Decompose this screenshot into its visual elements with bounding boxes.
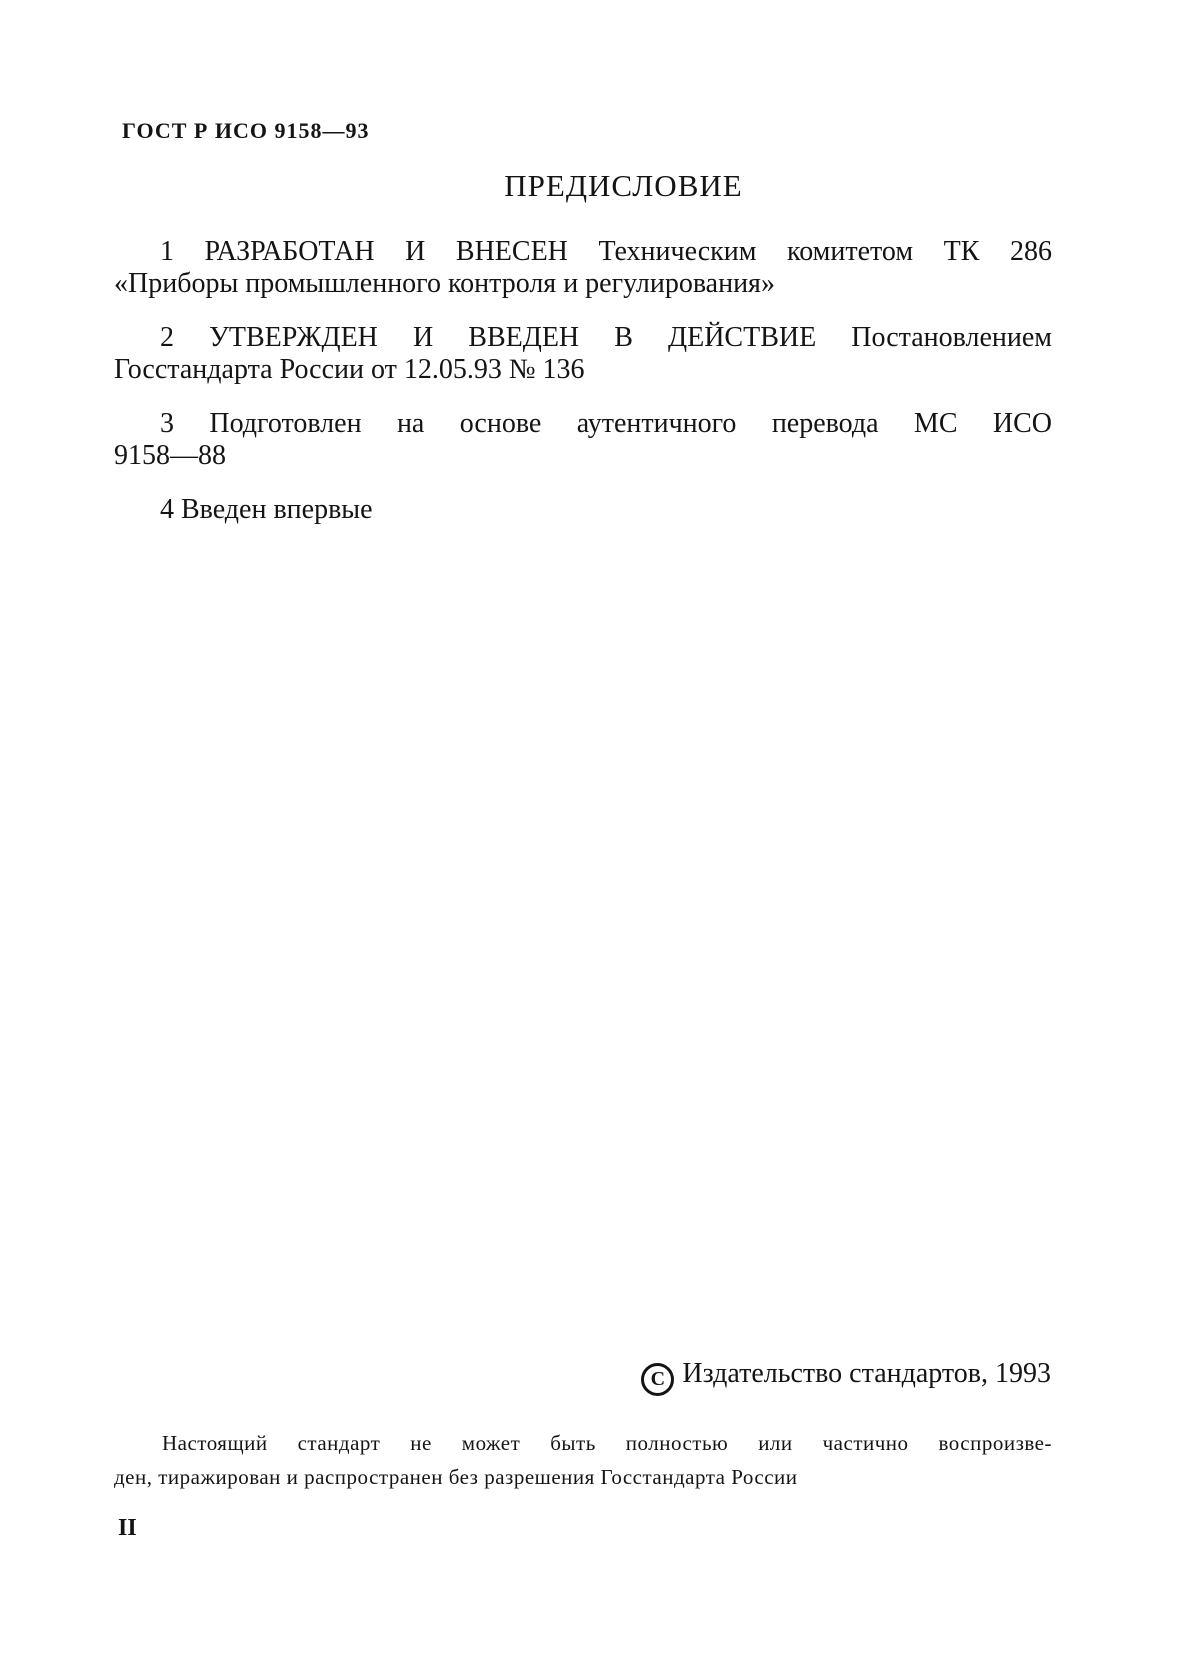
foreword-item-1-line-2: «Приборы промышленного контроля и регулирования»: [114, 268, 775, 299]
foreword-item-2-line-1: 2 УТВЕРЖДЕН И ВВЕДЕН В ДЕЙСТВИЕ Постановлением: [160, 322, 1052, 353]
foreword-item-4: [114, 494, 1052, 526]
copyright-text: Издательство стандартов, 1993: [682, 1358, 1051, 1389]
page-number: II: [118, 1515, 137, 1541]
foreword-item-3: [114, 408, 1052, 472]
copyright-line: [641, 1358, 1051, 1396]
page-title: ПРЕДИСЛОВИЕ: [504, 168, 743, 203]
notice-line-2: ден, тиражирован и распространен без разрешения Госстандарта России: [114, 1465, 798, 1489]
foreword-item-3-line-2: 9158—88: [114, 440, 226, 471]
foreword-item-2: [114, 322, 1052, 386]
notice-line-1: Настоящий стандарт не может быть полностью или частично воспроизве-: [162, 1431, 1052, 1455]
copyright-icon: С: [641, 1363, 674, 1396]
foreword-body: [114, 236, 1052, 548]
foreword-item-2-line-2: Госстандарта России от 12.05.93 № 136: [114, 354, 585, 385]
foreword-item-1-line-1: 1 РАЗРАБОТАН И ВНЕСЕН Техническим комитетом ТК 286: [160, 236, 1052, 267]
document-code: ГОСТ Р ИСО 9158—93: [122, 118, 370, 143]
reproduction-notice: [114, 1426, 1052, 1494]
foreword-item-3-line-1: 3 Подготовлен на основе аутентичного перевода МС ИСО: [160, 408, 1052, 439]
foreword-item-4-line-1: 4 Введен впервые: [160, 494, 373, 525]
foreword-item-1: [114, 236, 1052, 300]
